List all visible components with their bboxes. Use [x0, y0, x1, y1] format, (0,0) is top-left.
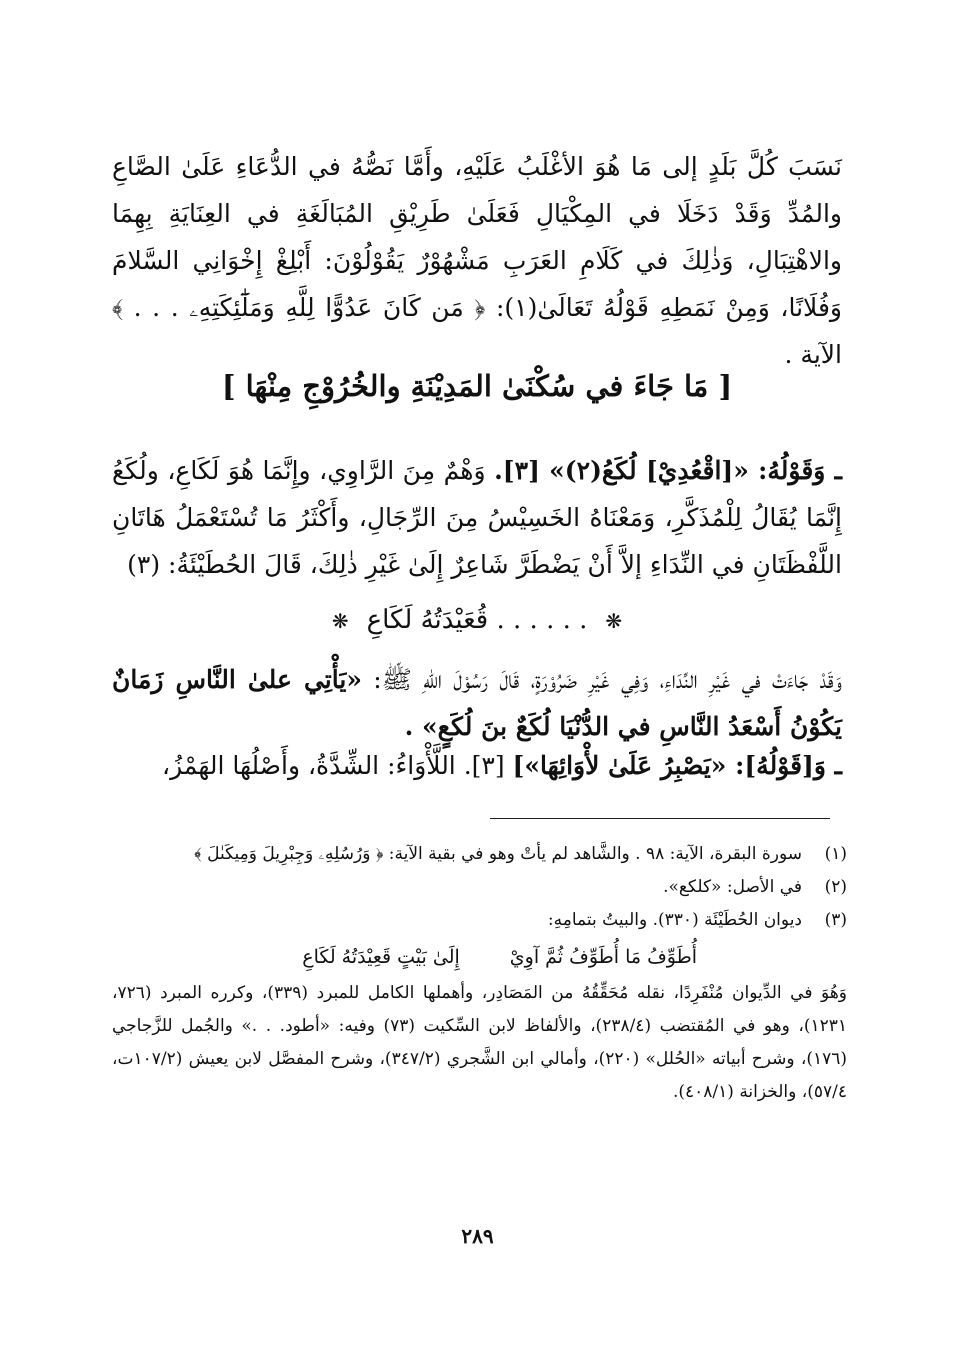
body-paragraph-4 — [112, 742, 842, 789]
page-number: ٢٨٩ — [461, 1224, 494, 1248]
footnote-number: (٢) — [824, 877, 847, 897]
section-heading: [ مَا جَاءَ في سُكْنَىٰ المَدِيْنَةِ والخُرُوْجِ مِنْهَا ] — [221, 369, 733, 403]
footnote-separator — [490, 818, 830, 819]
footnote-2 — [112, 871, 847, 904]
hadith-quote: «يَأْتِي علىٰ النَّاسِ زَمَانٌ يَكُوْنُ أَسْعَدُ النَّاسِ في الدُّنْيَا لُكَعٌ بنَ لُكَعٍ» . — [112, 665, 842, 741]
footnote-number: (٣) — [824, 910, 847, 930]
verse-text: . . . . . . قُعَيْدَتُهُ لَكَاعِ — [366, 605, 588, 635]
body-paragraph-3 — [112, 656, 842, 750]
footnotes-section — [112, 838, 847, 1109]
footnote-3-continuation: وَهُوَ في الدِّيوان مُنْفَرِدًا، نقله مُحَقِّقُهُ من المَصَادِر، وأهملها الكامل للمبرد (٣٣٩)، وكرره المبرد (٧٢٦، ١٢٣١)، وهو في المُقتضب (٢٣٨/٤)، والألفاظ لابن السِّكيت (٧٣) وفيه: «أطود. . .» والجُمل للزَّجاجي (١٧٦)، وشرح أبياته «الحُلل» (٢٢٠)، وأمالي ابن الشَّجري (٣٤٧/٢)، وشرح المفصَّل لابن يعيش (١٠٧/٢ت، ٥٧/٤)، والخزانة (٤٠٨/١). — [112, 983, 848, 1102]
paragraph-3-text: وَقَدْ جَاءَتْ في غَيْرِ النِّدَاءِ، وَفِي غَيْرِ ضَرُوْرَةٍ، قَالَ رَسُوْلَ اللهِ ﷺ: — [361, 665, 842, 694]
body-paragraph-1: نَسَبَ كُلَّ بَلَدٍ إلى مَا هُوَ الأغْلَبُ عَلَيْهِ، وأَمَّا نَصُّهُ في الدُّعَاءِ عَلَىٰ الصَّاعِ والمُدِّ وَقَدْ دَخَلَا في المِكْيَالِ فَعَلَىٰ طَرِيْقِ المُبَالَغَةِ في العِنَايَةِ بِهِمَا والاهْتِبَالِ، وَذٰلِكَ في كَلَامِ العَرَبِ مَشْهُوْرٌ يَقُوْلُوْنَ: أَبْلِغْ إِخْوَانِي السَّلامَ وَفُلَانًا، وَمِنْ نَمَطِهِ قَوْلُهُ تَعَالَىٰ(١): ﴿ مَن كَانَ عَدُوًّا لِلَّهِ وَمَلَٰٓئِكَتِهِۦ . . . ﴾ الآية . — [112, 152, 842, 369]
poetry-verse-line — [112, 598, 842, 643]
quoted-phrase-1: ـ وَقَوْلُهُ: «[اقْعُدِيْ] لُكَعُ(٢)» [٣]. — [494, 456, 842, 485]
footnote-text: ديوان الحُطَيْئَة (٣٣٠). والبيتُ بتمامِهِ: — [547, 910, 802, 930]
footnote-poetry-verse — [112, 937, 847, 977]
paragraph-4-text: [٣]. اللَّأْوَاءُ: الشِّدَّةُ، وأَصْلُهَا الهَمْزُ، — [162, 751, 513, 780]
verse-star-left: ❋ — [331, 609, 349, 633]
verse-first-hemistich: أُطَوِّفُ مَا أُطَوِّفُ ثُمَّ آوِيْ — [509, 946, 697, 968]
footnote-text: في الأصل: «كلكع». — [663, 877, 802, 897]
footnote-3 — [112, 904, 847, 937]
quoted-phrase-2: ـ وَ[قَوْلُهُ]: «يَصْبِرُ عَلَىٰ لأْوَائِهَا»] — [512, 751, 842, 780]
verse-star-right: ❋ — [605, 609, 623, 633]
footnote-number: (١) — [824, 844, 847, 864]
body-paragraph-2 — [112, 447, 842, 588]
paragraph-2-text: وَهْمٌ مِنَ الرَّاوِي، وإِنَّمَا هُوَ لَكَاعِ، ولُكَعُ إِنَّمَا يُقَالُ لِلْمُذَكَّرِ، وَمَعْنَاهُ الخَسِيْسُ مِنَ الرِّجَالِ، وأَكْثَرُ مَا تُسْتَعْمَلُ هَاتَانِ اللَّفْظَتَانِ في النِّدَاءِ إلاَّ أَنْ يَضْطَرَّ شَاعِرٌ إِلَىٰ غَيْرِ ذٰلِكَ، قَالَ الحُطَيْئَةُ: (٣) — [112, 456, 842, 579]
verse-second-hemistich: إِلَىٰ بَيْتٍ قَعِيْدَتُهُ لَكَاعِ — [302, 946, 460, 968]
footnote-1 — [112, 838, 847, 871]
footnote-text: سورة البقرة، الآية: ٩٨ . والشَّاهد لم يأتْ وهو في بقية الآية: ﴿ وَرُسُلِهِۦ وَجِبْرِيلَ وَمِيكَىٰلَ ﴾ — [194, 844, 802, 864]
